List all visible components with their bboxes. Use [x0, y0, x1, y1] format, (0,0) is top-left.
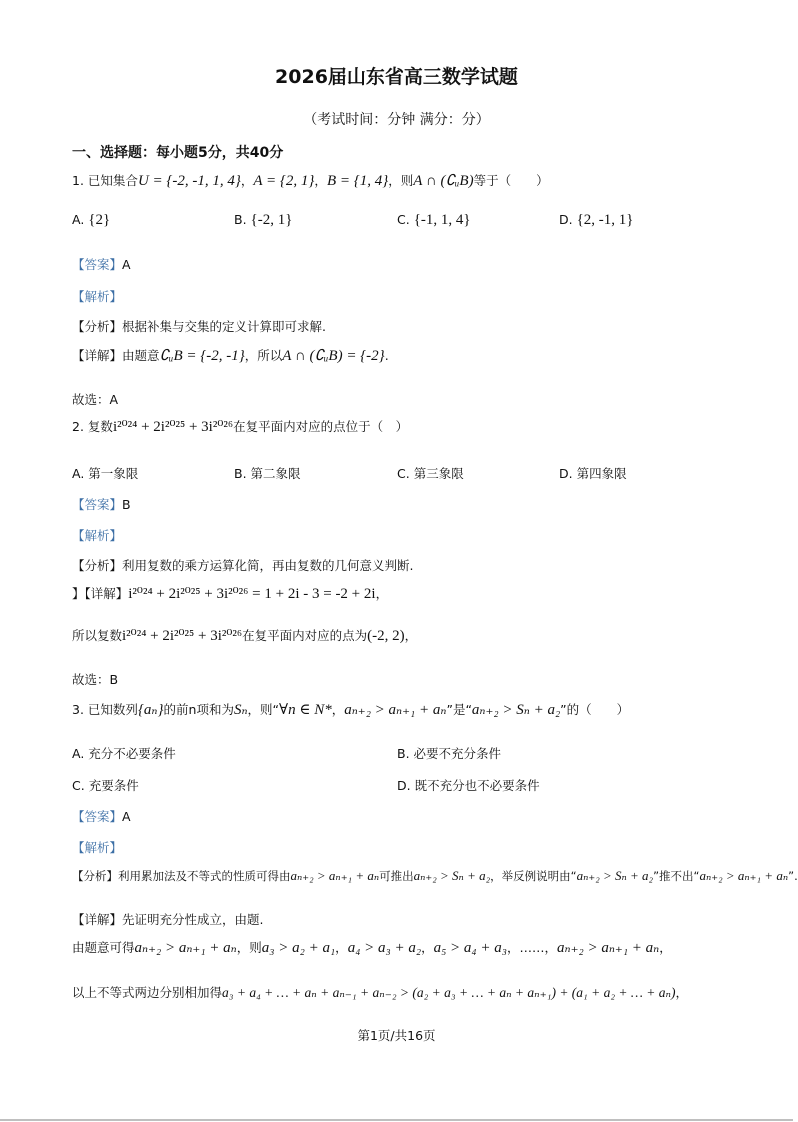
- math-expression: a₄ > a₃ + a₂: [347, 940, 422, 956]
- analysis-text: 【分析】利用累加法及不等式的性质可得由: [72, 869, 291, 883]
- math-expression: Sₙ: [233, 702, 248, 718]
- set-u: U = {-2, -1, 1, 4}: [137, 173, 241, 189]
- math-expression: aₙ₊₂ > aₙ₊₁ + aₙ: [344, 702, 447, 718]
- math-expression: aₙ₊₂ > Sₙ + a₂: [471, 702, 561, 718]
- option-label: D.: [559, 466, 573, 481]
- answer-line: [72, 808, 131, 826]
- analysis-text: [72, 867, 798, 885]
- math-expression: i²⁰²⁴ + 2i²⁰²⁵ + 3i²⁰²⁶: [122, 628, 243, 644]
- stem-text: ”是“: [446, 702, 472, 717]
- option-a: [72, 464, 138, 482]
- detail-text: ，: [335, 940, 348, 955]
- math-expression: {aₙ}: [137, 702, 164, 718]
- question-number: 3.: [72, 702, 84, 717]
- analysis-detail: [72, 627, 417, 645]
- answer-line: [72, 496, 131, 514]
- question-number: 1.: [72, 173, 84, 188]
- math-expression: A ∩ (∁ᵤB) = {-2}: [282, 348, 385, 364]
- option-c: [397, 212, 471, 229]
- analysis-detail: [72, 585, 388, 603]
- final-answer: 故选：B: [72, 672, 119, 687]
- option-value: 第一象限: [88, 466, 139, 481]
- math-expression: aₙ₊₂ > Sₙ + a₂: [576, 868, 654, 883]
- detail-text: ，……，: [506, 940, 557, 955]
- option-label: C.: [397, 212, 410, 227]
- analysis-text: 可推出: [379, 869, 414, 883]
- option-label: B.: [234, 212, 247, 227]
- math-expression: aₙ₊₂ > aₙ₊₁ + aₙ: [557, 940, 660, 956]
- analysis-detail: [72, 984, 688, 1002]
- detail-text: 以上不等式两边分别相加得: [72, 985, 223, 1000]
- math-expression: aₙ₊₂ > Sₙ + a₂: [413, 868, 491, 883]
- option-c: [397, 464, 464, 482]
- option-label: A.: [72, 212, 85, 227]
- math-expression: ∁ᵤB = {-2, -1}: [159, 348, 245, 364]
- stem-text: ，则“: [247, 702, 280, 717]
- question-1-stem: [72, 172, 549, 190]
- detail-text: 【详解】由题意: [72, 348, 160, 363]
- stem-text: 等于（ ）: [473, 173, 549, 188]
- option-value: 充要条件: [88, 778, 139, 793]
- analysis-text: 【分析】根据补集与交集的定义计算即可求解.: [72, 319, 326, 334]
- page-subtitle: （考试时间：分钟 满分：分）: [303, 112, 490, 128]
- stem-text: ，: [314, 173, 327, 188]
- analysis-detail: 【详解】先证明充分性成立，由题.: [72, 912, 264, 927]
- detail-text: ，: [659, 940, 672, 955]
- answer-label: 【答案】: [72, 497, 123, 512]
- option-value: 既不充分也不必要条件: [414, 778, 540, 793]
- option-d: [397, 776, 540, 794]
- option-value: 必要不充分条件: [413, 746, 502, 761]
- option-value: {-2, 1}: [250, 212, 293, 228]
- question-2-stem: [72, 418, 408, 436]
- detail-text: 所以复数: [72, 628, 123, 643]
- analysis-detail: [72, 939, 672, 957]
- page-title: 2026届山东省高三数学试题: [275, 66, 518, 88]
- option-label: A.: [72, 466, 85, 481]
- detail-text: .: [384, 348, 389, 363]
- analysis-detail: [72, 347, 389, 365]
- analysis-text: 【分析】利用复数的乘方运算化简，再由复数的几何意义判断.: [72, 558, 414, 573]
- stem-text: 复数: [87, 419, 113, 434]
- option-label: A.: [72, 746, 85, 761]
- option-b: [397, 744, 501, 762]
- stem-text: 的前n项和为: [163, 702, 234, 717]
- analysis-label: 【解析】: [72, 840, 123, 855]
- option-value: 第四象限: [576, 466, 627, 481]
- detail-text: ，: [421, 940, 434, 955]
- option-a: [72, 212, 110, 229]
- page-number: 第1页/共16页: [357, 1028, 436, 1043]
- stem-text: ”的（ ）: [560, 702, 630, 717]
- detail-text: ，: [404, 628, 418, 643]
- math-expression: a₅ > a₄ + a₃: [433, 940, 507, 956]
- analysis-text: ，举反例说明由“: [490, 869, 577, 883]
- answer-value: B: [122, 497, 131, 512]
- detail-text: 】【详解】: [72, 586, 129, 601]
- option-label: C.: [397, 466, 410, 481]
- option-label: D.: [397, 778, 411, 793]
- detail-text: 在复平面内对应的点为: [242, 628, 368, 643]
- option-value: 第二象限: [250, 466, 301, 481]
- option-label: B.: [234, 466, 247, 481]
- option-b: [234, 464, 301, 482]
- math-expression: a₃ + a₄ + … + aₙ + aₙ₋₁ + aₙ₋₂ > (a₂ + a₃ + … + aₙ + aₙ₊₁) + (a₁ + a₂ + … + aₙ): [222, 985, 676, 1000]
- page-bottom-rule: [0, 1119, 793, 1121]
- detail-text: ，所以: [244, 348, 283, 363]
- stem-text: ，: [331, 702, 345, 717]
- answer-label: 【答案】: [72, 809, 123, 824]
- stem-text: 在复平面内对应的点位于（ ）: [233, 419, 409, 434]
- detail-text: ，: [675, 985, 689, 1000]
- math-expression: a₃ > a₂ + a₁: [261, 940, 336, 956]
- option-d: [559, 464, 627, 482]
- math-expression: aₙ₊₂ > aₙ₊₁ + aₙ: [699, 868, 789, 883]
- option-b: [234, 212, 292, 229]
- analysis-label: 【解析】: [72, 289, 123, 304]
- math-expression: ∀n ∈ N*: [279, 702, 332, 718]
- question-number: 2.: [72, 419, 84, 434]
- answer-label: 【答案】: [72, 257, 123, 272]
- option-label: D.: [559, 212, 573, 227]
- analysis-text: ”推不出“: [653, 869, 700, 883]
- stem-text: 已知集合: [87, 173, 138, 188]
- final-answer: 故选：A: [72, 392, 119, 407]
- math-expression: aₙ₊₂ > aₙ₊₁ + aₙ: [134, 940, 237, 956]
- option-c: [72, 776, 139, 794]
- option-value: {2}: [88, 212, 111, 228]
- set-a: A = {2, 1}: [253, 173, 315, 189]
- math-expression: aₙ₊₂ > aₙ₊₁ + aₙ: [290, 868, 380, 883]
- section-heading: 一、选择题：每小题5分，共40分: [72, 145, 284, 161]
- math-expression: i²⁰²⁴ + 2i²⁰²⁵ + 3i²⁰²⁶: [112, 419, 234, 435]
- option-label: C.: [72, 778, 85, 793]
- analysis-label: 【解析】: [72, 528, 123, 543]
- stem-text: 已知数列: [87, 702, 138, 717]
- answer-value: A: [122, 257, 131, 272]
- analysis-text: ”.: [788, 869, 798, 883]
- set-b: B = {1, 4}: [326, 173, 389, 189]
- math-expression: i²⁰²⁴ + 2i²⁰²⁵ + 3i²⁰²⁶ = 1 + 2i - 3 = -2 + 2i: [128, 586, 376, 602]
- math-expression: (-2, 2): [367, 628, 405, 644]
- question-3-stem: [72, 701, 629, 719]
- answer-value: A: [122, 809, 131, 824]
- option-value: {-1, 1, 4}: [413, 212, 471, 228]
- set-expression: A ∩ (∁ᵤB): [413, 173, 474, 189]
- option-value: 第三象限: [413, 466, 464, 481]
- option-value: {2, -1, 1}: [576, 212, 634, 228]
- stem-text: ，则: [388, 173, 414, 188]
- detail-text: ，: [375, 586, 389, 601]
- option-label: B.: [397, 746, 410, 761]
- option-d: [559, 212, 634, 229]
- detail-text: ，则: [236, 940, 262, 955]
- option-value: 充分不必要条件: [88, 746, 176, 761]
- option-a: [72, 744, 176, 762]
- answer-line: [72, 256, 131, 274]
- detail-text: 由题意可得: [72, 940, 135, 955]
- stem-text: ，: [240, 173, 254, 188]
